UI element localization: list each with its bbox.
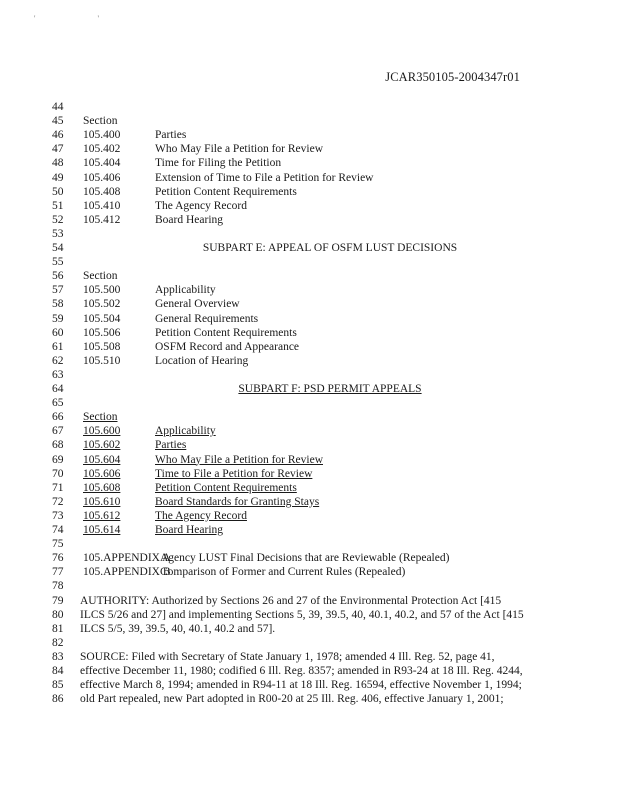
line-number: 51 — [52, 199, 64, 212]
document-line — [0, 424, 618, 438]
section-number: 105.APPENDIX A — [83, 552, 171, 565]
line-number: 81 — [52, 622, 64, 635]
paragraph-text: old Part repealed, new Part adopted in R00-20 at 25 Ill. Reg. 406, effective January 1, 2001; — [80, 693, 504, 706]
section-title: Board Standards for Granting Stays — [155, 495, 320, 508]
section-number: 105.508 — [83, 340, 121, 353]
section-number: 105.404 — [83, 157, 121, 170]
document-line — [0, 650, 618, 664]
appendix-title: Comparison of Former and Current Rules (Repealed) — [160, 566, 406, 579]
document-line — [0, 523, 618, 537]
line-number: 70 — [52, 467, 64, 480]
line-number: 76 — [52, 552, 64, 565]
document-line — [0, 537, 618, 551]
section-title: The Agency Record — [155, 509, 247, 522]
line-number: 73 — [52, 509, 64, 522]
document-line — [0, 382, 618, 396]
section-number: 105.610 — [83, 495, 121, 508]
document-line — [0, 410, 618, 424]
document-line — [0, 664, 618, 678]
document-line — [0, 269, 618, 283]
document-line — [0, 495, 618, 509]
line-number: 77 — [52, 566, 64, 579]
line-number: 83 — [52, 650, 64, 663]
section-number: Section — [83, 411, 118, 424]
subpart-heading: SUBPART E: APPEAL OF OSFM LUST DECISIONS — [202, 242, 458, 254]
document-line — [0, 453, 618, 467]
document-line — [0, 241, 618, 255]
document-line — [0, 255, 618, 269]
subpart-heading: SUBPART F: PSD PERMIT APPEALS — [238, 383, 422, 395]
section-title: Parties — [155, 439, 187, 452]
paragraph-text: effective March 8, 1994; amended in R94-11 at 18 Ill. Reg. 16594, effective November 1, 1994; — [80, 679, 522, 692]
section-number: 105.402 — [83, 143, 121, 156]
paragraph-text: ILCS 5/5, 39, 39.5, 40, 40.1, 40.2 and 57]. — [80, 622, 276, 635]
section-title: Time for Filing the Petition — [155, 157, 282, 170]
section-number: Section — [83, 270, 118, 283]
section-number: 105.400 — [83, 129, 121, 142]
line-number: 49 — [52, 171, 64, 184]
document-line — [0, 579, 618, 593]
line-number: 68 — [52, 439, 64, 452]
section-number: 105.506 — [83, 326, 121, 339]
document-line — [0, 185, 618, 199]
document-line — [0, 283, 618, 297]
document-line — [0, 227, 618, 241]
section-number: 105.408 — [83, 185, 121, 198]
section-title: Petition Content Requirements — [155, 185, 297, 198]
paragraph-text: effective December 11, 1980; codified 6 Ill. Reg. 8357; amended in R93-24 at 18 Ill. Reg. 4244, — [80, 665, 523, 677]
section-title: General Overview — [155, 298, 240, 311]
section-number: 105.604 — [83, 453, 121, 466]
line-number: 85 — [52, 679, 64, 692]
document-line — [0, 678, 618, 692]
line-number: 56 — [52, 270, 64, 283]
section-number: Section — [83, 115, 118, 128]
document-line — [0, 509, 618, 523]
line-number: 45 — [52, 115, 64, 128]
section-title: Parties — [155, 129, 187, 142]
line-number: 66 — [52, 411, 64, 424]
section-number: 105.614 — [83, 524, 121, 536]
line-number: 46 — [52, 129, 64, 142]
line-number: 59 — [52, 312, 64, 325]
line-number: 53 — [52, 227, 64, 240]
document-line — [0, 636, 618, 650]
section-number: 105.602 — [83, 439, 121, 452]
document-line — [0, 171, 618, 185]
document-line — [0, 608, 618, 622]
document-line — [0, 438, 618, 452]
document-line — [0, 354, 618, 368]
section-number: 105.500 — [83, 284, 121, 297]
section-number: 105.606 — [83, 467, 121, 480]
section-title: Petition Content Requirements — [155, 326, 297, 339]
line-number: 52 — [52, 213, 64, 226]
line-number: 47 — [52, 143, 64, 156]
line-number: 65 — [52, 397, 64, 410]
section-title: Who May File a Petition for Review — [155, 143, 323, 156]
section-title: Extension of Time to File a Petition for Review — [155, 171, 374, 184]
document-line — [0, 467, 618, 481]
section-title: Board Hearing — [155, 213, 224, 226]
line-number: 75 — [52, 538, 64, 551]
line-number: 86 — [52, 693, 64, 706]
section-number: 105.510 — [83, 354, 121, 367]
line-number: 64 — [52, 383, 64, 395]
document-line — [0, 692, 618, 706]
document-line — [0, 551, 618, 565]
section-number: 105.406 — [83, 171, 121, 184]
line-number: 48 — [52, 157, 64, 170]
section-title: General Requirements — [155, 312, 259, 325]
document-line — [0, 100, 618, 114]
line-number: 55 — [52, 256, 64, 269]
line-number: 58 — [52, 298, 64, 311]
document-line — [0, 213, 618, 227]
line-number: 44 — [52, 101, 64, 113]
section-number: 105.410 — [83, 199, 121, 212]
section-title: Board Hearing — [155, 524, 224, 536]
document-line — [0, 396, 618, 410]
line-number: 82 — [52, 636, 64, 649]
document-id: JCAR350105-2004347r01 — [385, 70, 520, 84]
paragraph-text: AUTHORITY: Authorized by Sections 26 and 27 of the Environmental Protection Act [415 — [80, 594, 502, 607]
section-title: Petition Content Requirements — [155, 481, 297, 494]
section-number: 105.504 — [83, 312, 121, 325]
document-line — [0, 312, 618, 326]
section-number: 105.502 — [83, 298, 121, 311]
line-number: 67 — [52, 425, 64, 438]
line-number: 50 — [52, 185, 64, 198]
document-line — [0, 128, 618, 142]
line-number: 54 — [52, 242, 64, 254]
document-line — [0, 594, 618, 608]
section-number: 105.412 — [83, 213, 121, 226]
document-line — [0, 326, 618, 340]
section-title: Time to File a Petition for Review — [155, 467, 313, 480]
document-line — [0, 622, 618, 636]
scan-marks: ' ' — [34, 14, 129, 23]
line-number: 74 — [52, 524, 64, 536]
line-number: 69 — [52, 453, 64, 466]
section-number: 105.608 — [83, 481, 121, 494]
line-number: 71 — [52, 481, 64, 494]
section-title: Applicability — [155, 425, 216, 438]
line-number: 63 — [52, 368, 64, 381]
section-number: 105.600 — [83, 425, 121, 438]
line-number: 62 — [52, 354, 64, 367]
section-number: 105.APPENDIX B — [83, 566, 171, 579]
section-number: 105.612 — [83, 509, 121, 522]
line-number: 78 — [52, 580, 64, 593]
section-title: OSFM Record and Appearance — [155, 340, 300, 353]
document-line — [0, 368, 618, 382]
document-line — [0, 156, 618, 170]
line-number: 61 — [52, 340, 64, 353]
line-number: 60 — [52, 326, 64, 339]
document-line — [0, 340, 618, 354]
section-title: The Agency Record — [155, 199, 247, 212]
document-line — [0, 481, 618, 495]
document-line — [0, 199, 618, 213]
section-title: Location of Hearing — [155, 354, 249, 367]
section-title: Who May File a Petition for Review — [155, 453, 323, 466]
line-number: 84 — [52, 665, 64, 677]
section-title: Applicability — [155, 284, 216, 297]
document-line — [0, 142, 618, 156]
document-line — [0, 114, 618, 128]
document-line — [0, 565, 618, 579]
document-line — [0, 297, 618, 311]
line-number: 72 — [52, 495, 64, 508]
line-number: 80 — [52, 608, 64, 621]
paragraph-text: SOURCE: Filed with Secretary of State January 1, 1978; amended 4 Ill. Reg. 52, page 41, — [80, 650, 495, 663]
line-number: 79 — [52, 594, 64, 607]
appendix-title: Agency LUST Final Decisions that are Reviewable (Repealed) — [160, 552, 450, 565]
line-number: 57 — [52, 284, 64, 297]
paragraph-text: ILCS 5/26 and 27] and implementing Sections 5, 39, 39.5, 40, 40.1, 40.2, and 57 of the Act [415 — [80, 608, 524, 621]
